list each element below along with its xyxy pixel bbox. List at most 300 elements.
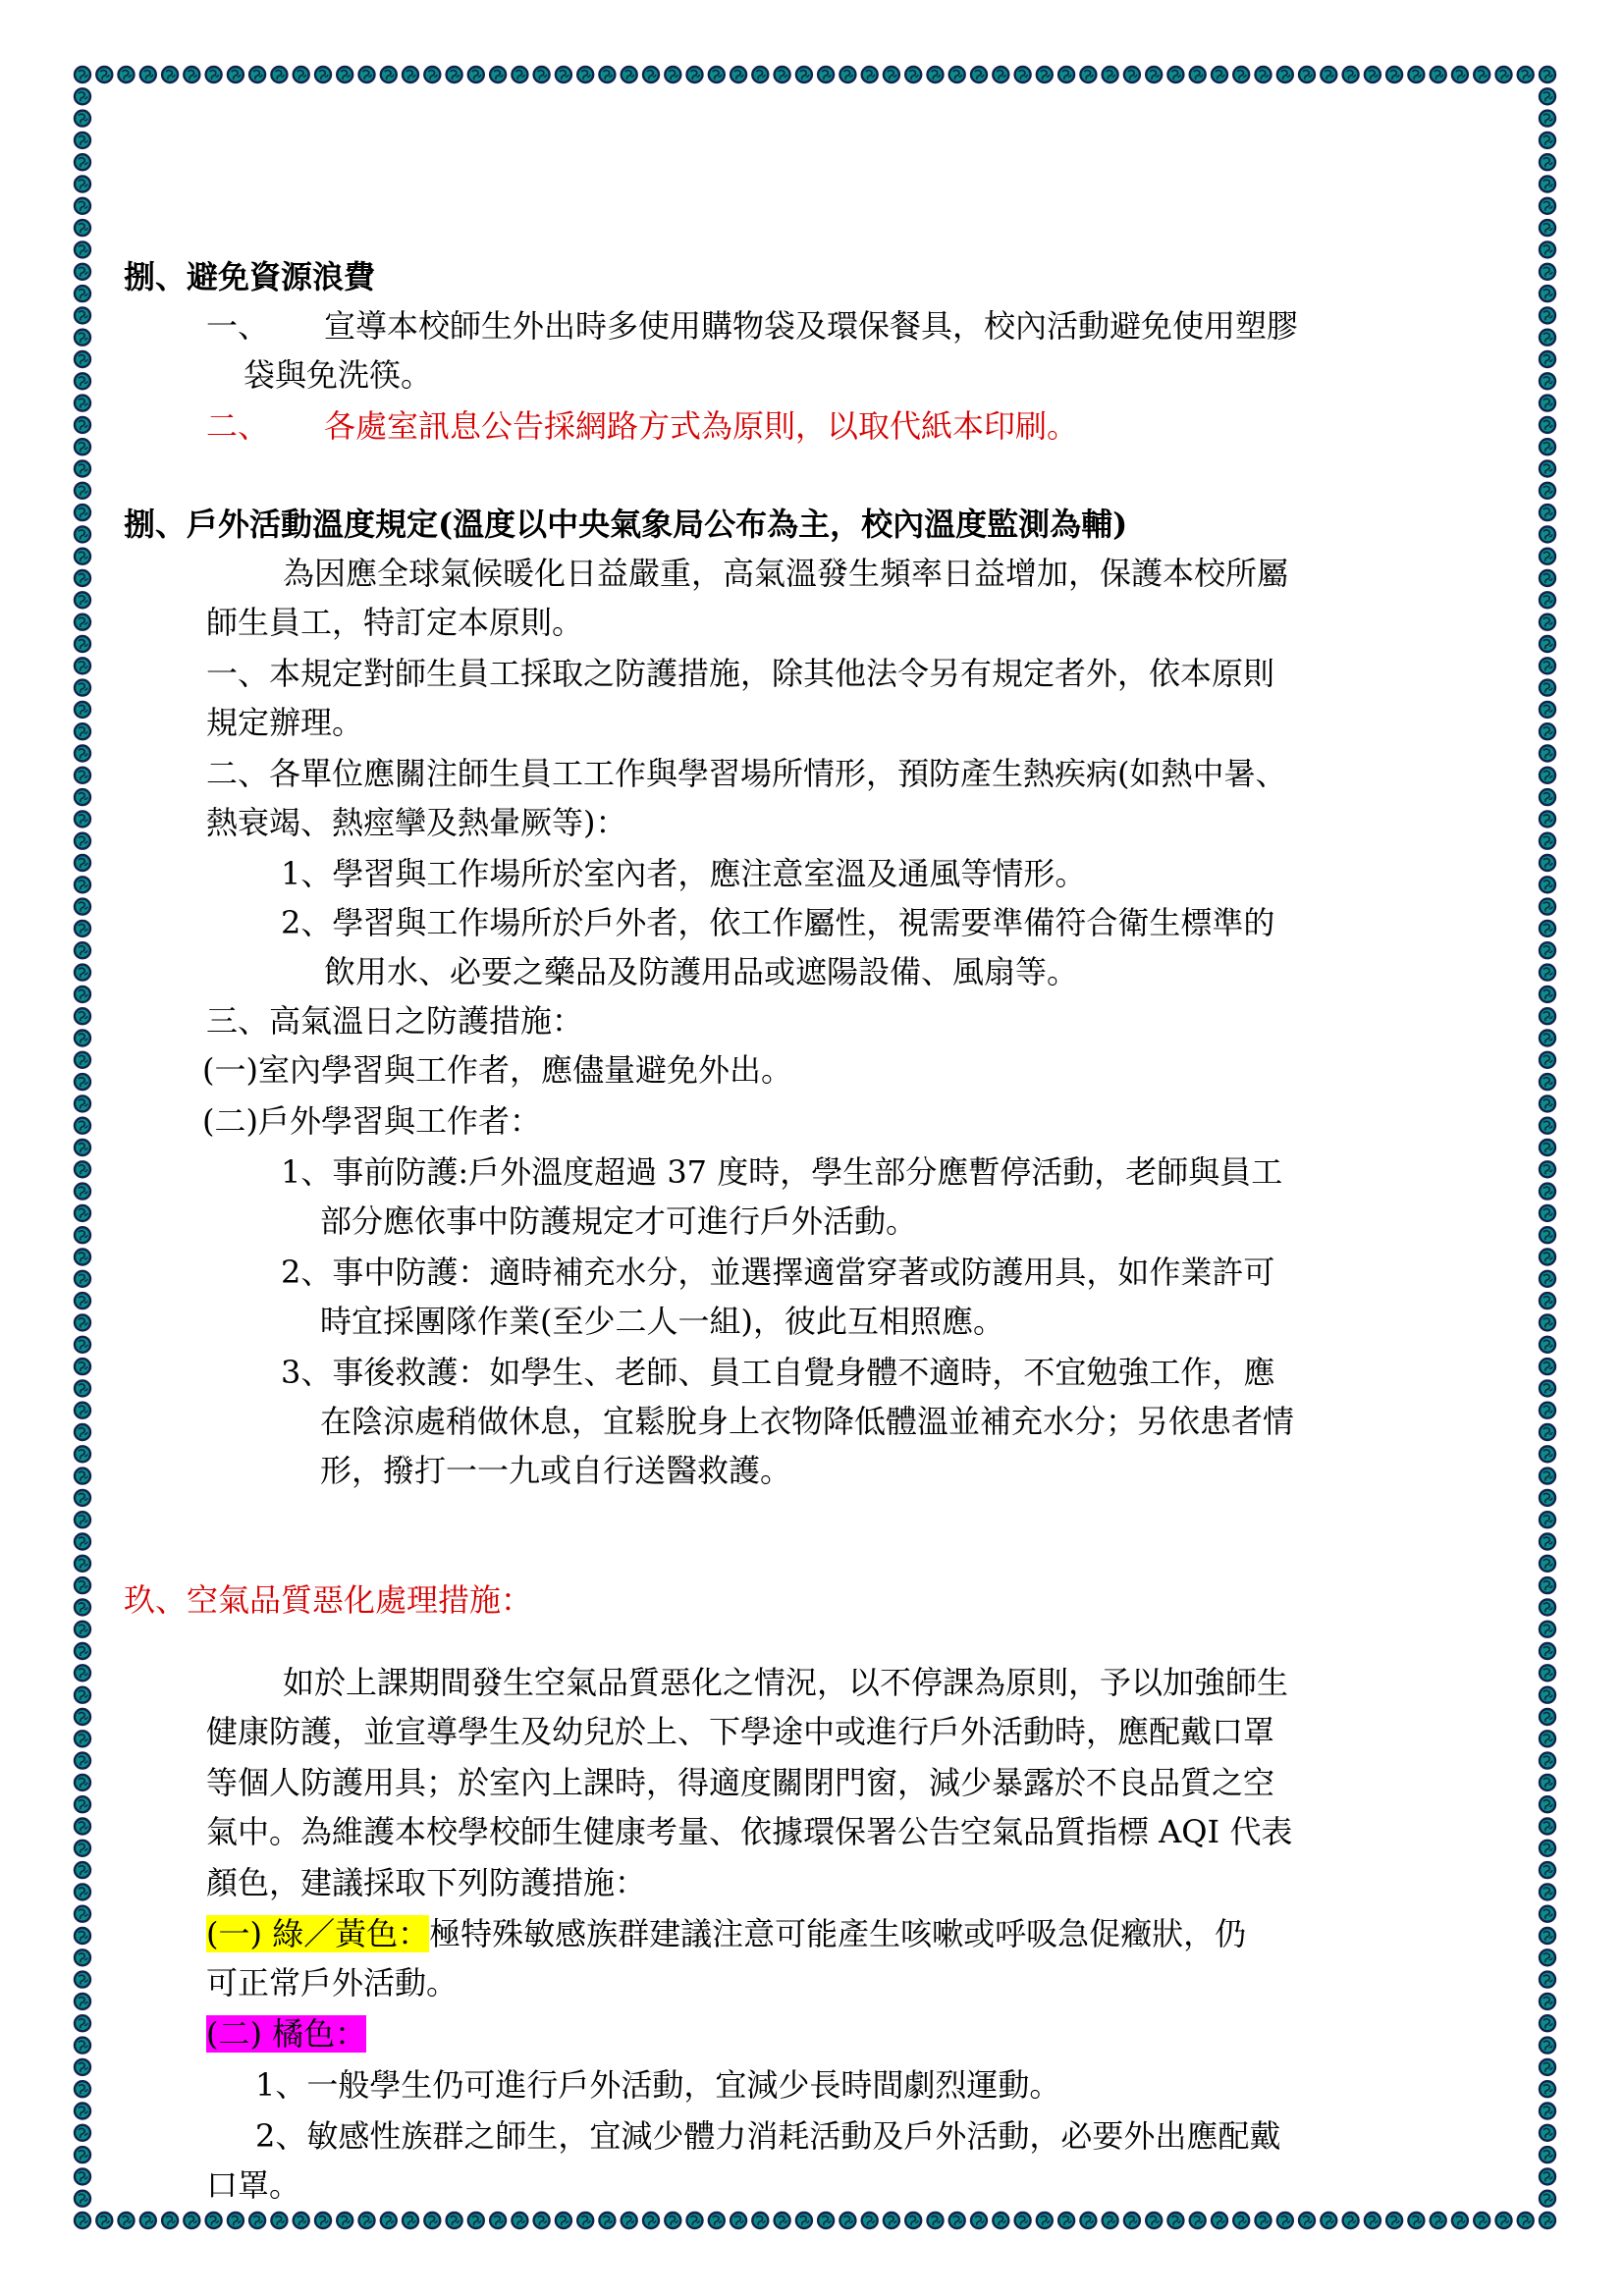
temperature-point-2-sub-2-cont: 飲用水、必要之藥品及防護用品或遮陽設備、風扇等。: [324, 953, 1079, 990]
globe-icon: [1540, 680, 1555, 696]
globe-icon: [1540, 1468, 1555, 1484]
globe-icon: [1540, 1161, 1555, 1177]
globe-icon: [1540, 614, 1555, 630]
globe-icon: [1540, 1753, 1555, 1769]
globe-icon: [1540, 855, 1555, 871]
globe-icon: [1540, 373, 1555, 389]
green-yellow-label: (一) 綠／黃色：: [206, 1915, 430, 1952]
globe-icon: [75, 987, 90, 1002]
globe-icon: [271, 67, 287, 82]
globe-icon: [1540, 330, 1555, 346]
globe-icon: [75, 1665, 90, 1681]
globe-icon: [184, 67, 199, 82]
globe-icon: [1540, 154, 1555, 170]
globe-icon: [75, 439, 90, 454]
globe-icon: [1540, 111, 1555, 127]
globe-icon: [1540, 1665, 1555, 1681]
globe-icon: [1540, 921, 1555, 936]
globe-icon: [75, 2125, 90, 2141]
globe-icon: [1540, 133, 1555, 148]
globe-icon: [96, 67, 112, 82]
globe-icon: [1540, 1731, 1555, 1746]
globe-icon: [75, 1052, 90, 1068]
globe-icon: [75, 373, 90, 389]
globe-icon: [1540, 1884, 1555, 1899]
globe-icon: [1540, 1227, 1555, 1243]
globe-icon: [403, 2213, 418, 2228]
globe-icon: [1540, 1008, 1555, 1024]
globe-icon: [424, 2213, 440, 2228]
globe-icon: [905, 2213, 921, 2228]
globe-icon: [1518, 67, 1534, 82]
globe-icon: [75, 1205, 90, 1221]
globe-icon: [1256, 2213, 1272, 2228]
globe-icon: [249, 2213, 265, 2228]
globe-icon: [1277, 2213, 1293, 2228]
globe-icon: [1365, 67, 1380, 82]
globe-icon: [206, 67, 222, 82]
globe-icon: [928, 2213, 944, 2228]
globe-icon: [1540, 1140, 1555, 1155]
globe-icon: [294, 67, 309, 82]
outdoor-during-protection-cont: 時宜採團隊作業(至少二人一組)，彼此互相照應。: [320, 1303, 1004, 1340]
globe-icon: [75, 965, 90, 981]
globe-icon: [75, 1380, 90, 1396]
globe-icon: [75, 1972, 90, 1988]
globe-icon: [75, 2147, 90, 2163]
globe-icon: [839, 67, 855, 82]
globe-icon: [1540, 351, 1555, 367]
globe-icon: [818, 2213, 834, 2228]
globe-icon: [75, 1534, 90, 1550]
globe-icon: [75, 789, 90, 805]
outdoor-before-protection: 1、事前防護:戶外溫度超過 37 度時，學生部分應暫停活動，老師與員工: [281, 1153, 1283, 1191]
globe-icon: [1540, 1556, 1555, 1572]
globe-icon: [75, 198, 90, 214]
globe-icon: [1190, 2213, 1206, 2228]
globe-icon: [75, 1949, 90, 1965]
globe-icon: [75, 811, 90, 827]
resource-item-1-number: 一、: [206, 307, 270, 345]
globe-icon: [1540, 811, 1555, 827]
globe-icon: [75, 1643, 90, 1659]
globe-icon: [294, 2213, 309, 2228]
globe-icon: [1496, 2213, 1512, 2228]
globe-icon: [775, 67, 790, 82]
globe-icon: [1386, 67, 1402, 82]
globe-icon: [1540, 2125, 1555, 2141]
globe-icon: [75, 2038, 90, 2054]
globe-icon: [1015, 2213, 1031, 2228]
globe-icon: [1540, 2147, 1555, 2163]
air-quality-paragraph: 如於上課期間發生空氣品質惡化之情況，以不停課為原則，予以加強師生: [283, 1664, 1289, 1701]
globe-icon: [971, 2213, 987, 2228]
globe-icon: [75, 2059, 90, 2075]
globe-icon: [75, 2015, 90, 2031]
globe-icon: [75, 1490, 90, 1506]
globe-icon: [556, 67, 571, 82]
globe-icon: [75, 1271, 90, 1287]
globe-icon: [1540, 241, 1555, 257]
globe-icon: [75, 1687, 90, 1703]
globe-icon: [75, 723, 90, 739]
orange-point-1: 1、一般學生仍可進行戶外活動，宜減少長時間劇烈運動。: [255, 2066, 1061, 2104]
globe-icon: [1540, 483, 1555, 499]
globe-icon: [75, 1512, 90, 1527]
globe-icon: [1540, 1271, 1555, 1287]
globe-icon: [75, 768, 90, 783]
globe-icon: [315, 67, 331, 82]
globe-icon: [75, 461, 90, 477]
globe-icon: [140, 2213, 156, 2228]
globe-icon: [75, 2081, 90, 2097]
globe-icon: [796, 2213, 812, 2228]
globe-icon: [1540, 1949, 1555, 1965]
globe-icon: [75, 241, 90, 257]
globe-icon: [752, 2213, 768, 2228]
globe-icon: [1540, 2104, 1555, 2119]
globe-icon: [1431, 2213, 1446, 2228]
globe-icon: [577, 2213, 593, 2228]
globe-icon: [1540, 1512, 1555, 1527]
globe-icon: [1540, 2213, 1555, 2228]
globe-icon: [403, 67, 418, 82]
globe-icon: [228, 2213, 244, 2228]
globe-icon: [1540, 877, 1555, 892]
globe-icon: [1299, 67, 1315, 82]
globe-icon: [75, 1161, 90, 1177]
globe-icon: [75, 154, 90, 170]
globe-icon: [468, 67, 484, 82]
globe-icon: [1540, 1687, 1555, 1703]
globe-icon: [1540, 505, 1555, 520]
globe-icon: [1103, 67, 1118, 82]
globe-icon: [1540, 526, 1555, 542]
globe-icon: [1540, 1031, 1555, 1046]
temperature-point-2-cont: 熱衰竭、熱痙攣及熱暈厥等)：: [206, 804, 627, 841]
globe-icon: [1058, 67, 1074, 82]
resource-item-2-text: 各處室訊息公告採網路方式為原則，以取代紙本印刷。: [324, 407, 1079, 445]
globe-icon: [1540, 439, 1555, 454]
globe-icon: [775, 2213, 790, 2228]
globe-icon: [512, 2213, 527, 2228]
globe-icon: [1321, 2213, 1336, 2228]
globe-icon: [75, 1709, 90, 1725]
globe-icon: [75, 1994, 90, 2009]
globe-icon: [1540, 1534, 1555, 1550]
globe-icon: [75, 1775, 90, 1790]
globe-icon: [1540, 833, 1555, 849]
air-quality-paragraph-cont-3: 氣中。為維護本校學校師生健康考量、依據環保署公告空氣品質指標 AQI 代表: [206, 1813, 1293, 1850]
globe-icon: [1540, 461, 1555, 477]
globe-icon: [1452, 67, 1468, 82]
globe-icon: [75, 1884, 90, 1899]
globe-icon: [1386, 2213, 1402, 2228]
globe-icon: [884, 67, 899, 82]
globe-icon: [75, 549, 90, 564]
globe-icon: [731, 2213, 746, 2228]
globe-icon: [1540, 1337, 1555, 1353]
globe-icon: [75, 67, 90, 82]
globe-icon: [75, 899, 90, 915]
globe-icon: [75, 1819, 90, 1835]
globe-icon: [75, 330, 90, 346]
globe-icon: [75, 2191, 90, 2207]
globe-icon: [884, 2213, 899, 2228]
globe-icon: [75, 286, 90, 301]
globe-icon: [75, 1184, 90, 1200]
globe-icon: [1540, 702, 1555, 718]
section-heading-air-quality: 玖、空氣品質惡化處理措施：: [124, 1581, 533, 1619]
globe-icon: [490, 67, 506, 82]
globe-icon: [1540, 1796, 1555, 1812]
globe-icon: [75, 1468, 90, 1484]
globe-icon: [75, 702, 90, 718]
globe-icon: [1540, 2081, 1555, 2097]
globe-icon: [1540, 2015, 1555, 2031]
globe-icon: [75, 1424, 90, 1440]
globe-icon: [622, 2213, 637, 2228]
globe-icon: [381, 67, 397, 82]
globe-icon: [75, 2168, 90, 2184]
globe-icon: [1540, 1118, 1555, 1134]
globe-icon: [993, 67, 1008, 82]
globe-icon: [534, 67, 550, 82]
globe-icon: [839, 2213, 855, 2228]
globe-icon: [75, 483, 90, 499]
globe-icon: [643, 67, 659, 82]
globe-icon: [75, 2213, 90, 2228]
globe-icon: [1540, 67, 1555, 82]
globe-icon: [1540, 417, 1555, 433]
globe-icon: [75, 177, 90, 192]
globe-icon: [75, 658, 90, 673]
globe-icon: [1103, 2213, 1118, 2228]
globe-icon: [1037, 67, 1053, 82]
temperature-point-1-cont: 規定辦理。: [206, 704, 364, 741]
globe-icon: [75, 396, 90, 411]
globe-icon: [1540, 1928, 1555, 1944]
globe-icon: [75, 680, 90, 696]
globe-icon: [75, 1359, 90, 1374]
globe-icon: [381, 2213, 397, 2228]
globe-icon: [1540, 220, 1555, 236]
globe-icon: [1540, 1862, 1555, 1878]
globe-icon: [905, 67, 921, 82]
outdoor-during-protection: 2、事中防護：適時補充水分，並選擇適當穿著或防護用具，如作業許可: [281, 1254, 1275, 1291]
globe-icon: [75, 1796, 90, 1812]
globe-icon: [1540, 1403, 1555, 1418]
globe-icon: [1518, 2213, 1534, 2228]
globe-icon: [862, 2213, 878, 2228]
outdoor-after-rescue-cont-2: 形，撥打一一九或自行送醫救護。: [320, 1452, 792, 1489]
globe-icon: [75, 417, 90, 433]
globe-icon: [75, 133, 90, 148]
globe-icon: [1124, 2213, 1140, 2228]
globe-icon: [687, 67, 703, 82]
globe-icon: [1540, 899, 1555, 915]
globe-icon: [1540, 1490, 1555, 1506]
globe-icon: [1540, 1293, 1555, 1308]
globe-icon: [75, 1577, 90, 1593]
globe-icon: [556, 2213, 571, 2228]
globe-icon: [1540, 987, 1555, 1002]
globe-icon: [468, 2213, 484, 2228]
globe-icon: [949, 2213, 965, 2228]
globe-icon: [1540, 286, 1555, 301]
globe-icon: [75, 636, 90, 652]
globe-icon: [993, 2213, 1008, 2228]
globe-icon: [75, 1841, 90, 1856]
air-quality-paragraph-cont-4: 顏色，建議採取下列防護措施：: [206, 1864, 647, 1901]
section-heading-resource: 捌、避免資源浪費: [124, 258, 376, 295]
globe-icon: [1540, 1841, 1555, 1856]
globe-icon: [75, 1403, 90, 1418]
globe-icon: [75, 1074, 90, 1090]
globe-icon: [75, 1556, 90, 1572]
globe-icon: [75, 1095, 90, 1111]
globe-icon: [359, 67, 375, 82]
globe-icon: [752, 67, 768, 82]
globe-icon: [1540, 1819, 1555, 1835]
globe-icon: [206, 2213, 222, 2228]
globe-icon: [1167, 2213, 1183, 2228]
globe-icon: [971, 67, 987, 82]
globe-icon: [1408, 67, 1424, 82]
globe-icon: [1540, 1446, 1555, 1462]
globe-icon: [119, 67, 135, 82]
globe-icon: [796, 67, 812, 82]
globe-icon: [75, 1008, 90, 1024]
globe-icon: [1212, 2213, 1227, 2228]
globe-icon: [599, 67, 615, 82]
globe-icon: [315, 2213, 331, 2228]
green-yellow-level: [206, 1914, 1246, 1953]
globe-icon: [75, 1140, 90, 1155]
globe-icon: [75, 1031, 90, 1046]
globe-icon: [140, 67, 156, 82]
globe-icon: [1146, 67, 1162, 82]
section-heading-temperature: 捌、戶外活動溫度規定(溫度以中央氣象局公布為主，校內溫度監測為輔): [124, 506, 1128, 543]
globe-icon: [75, 307, 90, 323]
globe-icon: [75, 1906, 90, 1922]
globe-icon: [75, 1293, 90, 1308]
globe-icon: [75, 351, 90, 367]
globe-icon: [1540, 723, 1555, 739]
globe-icon: [75, 1314, 90, 1330]
temperature-intro: 為因應全球氣候暖化日益嚴重，高氣溫發生頻率日益增加，保護本校所屬: [283, 555, 1289, 592]
globe-icon: [1540, 1775, 1555, 1790]
globe-icon: [1037, 2213, 1053, 2228]
orange-level: [206, 2014, 366, 2054]
globe-icon: [75, 1928, 90, 1944]
orange-label: (二) 橘色：: [206, 2015, 367, 2053]
globe-icon: [1212, 67, 1227, 82]
globe-icon: [1540, 549, 1555, 564]
resource-item-1-text: 宣導本校師生外出時多使用購物袋及環保餐具，校內活動避免使用塑膠: [324, 307, 1299, 345]
globe-icon: [96, 2213, 112, 2228]
globe-icon: [622, 67, 637, 82]
globe-icon: [1540, 198, 1555, 214]
globe-icon: [1540, 768, 1555, 783]
globe-icon: [119, 2213, 135, 2228]
globe-icon: [1124, 67, 1140, 82]
globe-icon: [1540, 1359, 1555, 1374]
air-quality-paragraph-cont-1: 健康防護，並宣導學生及幼兒於上、下學途中或進行戶外活動時，應配戴口罩: [206, 1713, 1275, 1750]
globe-icon: [1540, 1250, 1555, 1265]
globe-icon: [75, 942, 90, 958]
globe-icon: [75, 264, 90, 280]
globe-icon: [1540, 658, 1555, 673]
globe-icon: [1540, 942, 1555, 958]
globe-icon: [228, 67, 244, 82]
globe-icon: [1540, 88, 1555, 104]
globe-icon: [271, 2213, 287, 2228]
orange-point-2: 2、敏感性族群之師生，宜減少體力消耗活動及戶外活動，必要外出應配戴: [255, 2117, 1281, 2155]
globe-icon: [75, 614, 90, 630]
globe-icon: [75, 592, 90, 608]
temperature-point-2-sub-2: 2、學習與工作場所於戶外者，依工作屬性，視需要準備符合衛生標準的: [281, 904, 1275, 941]
globe-icon: [949, 67, 965, 82]
globe-icon: [75, 1446, 90, 1462]
globe-icon: [75, 921, 90, 936]
temperature-point-3-outdoor: (二)戶外學習與工作者：: [202, 1102, 541, 1140]
globe-icon: [1540, 1906, 1555, 1922]
globe-icon: [424, 67, 440, 82]
globe-icon: [665, 2213, 680, 2228]
globe-icon: [512, 67, 527, 82]
globe-icon: [1408, 2213, 1424, 2228]
globe-icon: [928, 67, 944, 82]
globe-icon: [1540, 1184, 1555, 1200]
globe-icon: [1540, 789, 1555, 805]
globe-icon: [75, 746, 90, 762]
globe-icon: [599, 2213, 615, 2228]
globe-icon: [1343, 67, 1359, 82]
globe-icon: [1277, 67, 1293, 82]
globe-icon: [1540, 2191, 1555, 2207]
outdoor-before-protection-cont: 部分應依事中防護規定才可進行戶外活動。: [320, 1202, 918, 1240]
globe-icon: [1540, 570, 1555, 586]
globe-icon: [1233, 2213, 1249, 2228]
globe-icon: [1474, 67, 1489, 82]
globe-icon: [1540, 1994, 1555, 2009]
globe-icon: [1540, 1074, 1555, 1090]
globe-icon: [534, 2213, 550, 2228]
globe-icon: [1080, 2213, 1096, 2228]
globe-icon: [1540, 1972, 1555, 1988]
globe-icon: [1540, 965, 1555, 981]
globe-icon: [818, 67, 834, 82]
globe-icon: [75, 1862, 90, 1878]
globe-icon: [1540, 746, 1555, 762]
globe-icon: [1540, 592, 1555, 608]
globe-icon: [75, 88, 90, 104]
globe-icon: [75, 833, 90, 849]
globe-icon: [1146, 2213, 1162, 2228]
globe-icon: [184, 2213, 199, 2228]
globe-icon: [1190, 67, 1206, 82]
globe-icon: [75, 1599, 90, 1615]
temperature-point-1: 一、本規定對師生員工採取之防護措施，除其他法令另有規定者外，依本原則: [206, 655, 1275, 692]
globe-icon: [249, 67, 265, 82]
resource-item-1-text-cont: 袋與免洗筷。: [244, 356, 433, 394]
globe-icon: [1540, 264, 1555, 280]
globe-icon: [337, 2213, 352, 2228]
globe-icon: [1299, 2213, 1315, 2228]
resource-item-2-number: 二、: [206, 407, 270, 445]
globe-icon: [75, 1118, 90, 1134]
